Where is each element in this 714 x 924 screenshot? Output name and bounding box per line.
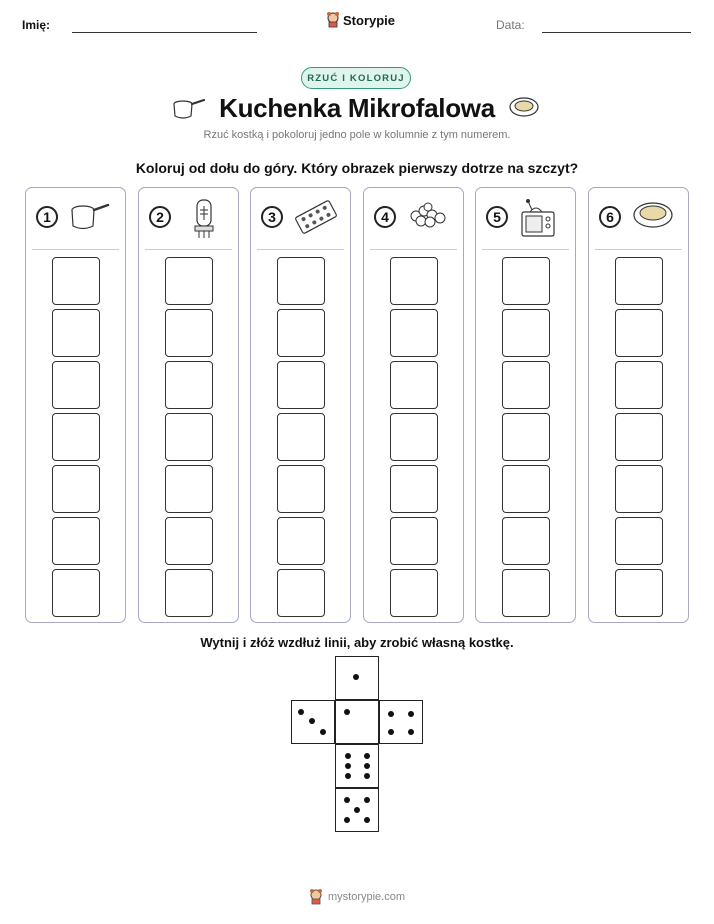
column-separator (32, 249, 119, 250)
color-box[interactable] (165, 413, 213, 461)
column-separator (257, 249, 344, 250)
color-box[interactable] (277, 517, 325, 565)
column-separator (482, 249, 569, 250)
column-2 (138, 187, 239, 623)
page-title: Kuchenka Mikrofalowa (219, 93, 495, 123)
plate-icon (631, 198, 675, 237)
die-face-5 (335, 788, 379, 832)
name-label: Imię: (22, 18, 51, 32)
color-box[interactable] (615, 569, 663, 617)
color-box[interactable] (615, 465, 663, 513)
color-box[interactable] (165, 361, 213, 409)
die-face-1 (335, 700, 379, 744)
cut-instruction: Wytnij i złóż wzdłuż linii, aby zrobić własną kostkę. (200, 635, 514, 650)
color-box[interactable] (615, 309, 663, 357)
plate-icon (508, 95, 540, 124)
brand-name: Storypie (343, 12, 396, 28)
color-box[interactable] (502, 569, 550, 617)
die-face-6 (335, 744, 379, 788)
color-box[interactable] (52, 569, 100, 617)
column-number: 2 (149, 206, 171, 228)
column-6 (588, 187, 689, 623)
color-box[interactable] (52, 309, 100, 357)
color-box[interactable] (277, 465, 325, 513)
microwave-icon (518, 198, 560, 245)
color-box[interactable] (165, 569, 213, 617)
die-face-4 (379, 700, 423, 744)
column-separator (595, 249, 682, 250)
color-box[interactable] (390, 465, 438, 513)
name-line[interactable] (72, 32, 257, 33)
color-box[interactable] (615, 413, 663, 461)
brand-mascot-icon (326, 12, 340, 28)
color-box[interactable] (390, 413, 438, 461)
column-number: 4 (374, 206, 396, 228)
color-box[interactable] (52, 257, 100, 305)
color-box[interactable] (52, 361, 100, 409)
color-box[interactable] (165, 309, 213, 357)
color-box[interactable] (502, 413, 550, 461)
color-box[interactable] (390, 569, 438, 617)
color-box[interactable] (52, 413, 100, 461)
column-number: 1 (36, 206, 58, 228)
color-box[interactable] (390, 309, 438, 357)
footer (0, 889, 714, 905)
column-number: 5 (486, 206, 508, 228)
popcorn-icon (406, 198, 450, 239)
column-separator (370, 249, 457, 250)
color-box[interactable] (277, 569, 325, 617)
color-box[interactable] (277, 361, 325, 409)
subtitle: Rzuć kostką i pokoloruj jedno pole w kolumnie z tym numerem. (203, 129, 511, 141)
die-face-1 (335, 656, 379, 700)
color-box[interactable] (390, 517, 438, 565)
footer-link[interactable]: mystorypie.com (327, 891, 406, 903)
color-box[interactable] (615, 361, 663, 409)
color-box[interactable] (502, 257, 550, 305)
color-box[interactable] (615, 517, 663, 565)
column-number: 6 (599, 206, 621, 228)
color-box[interactable] (277, 257, 325, 305)
instruction: Koloruj od dołu do góry. Który obrazek pierwszy dotrze na szczyt? (135, 160, 579, 176)
column-1 (25, 187, 126, 623)
color-box[interactable] (277, 309, 325, 357)
color-box[interactable] (615, 257, 663, 305)
color-box[interactable] (502, 465, 550, 513)
color-box[interactable] (165, 257, 213, 305)
activity-badge: RZUĆ I KOLORUJ (301, 67, 411, 89)
color-box[interactable] (52, 465, 100, 513)
color-box[interactable] (277, 413, 325, 461)
color-box[interactable] (502, 309, 550, 357)
brand-logo (326, 12, 395, 28)
column-3 (250, 187, 351, 623)
saucepan-icon (68, 198, 112, 239)
color-box[interactable] (502, 361, 550, 409)
color-box[interactable] (502, 517, 550, 565)
column-5 (475, 187, 576, 623)
column-number: 3 (261, 206, 283, 228)
brand-mascot-icon (309, 889, 323, 905)
column-4 (363, 187, 464, 623)
date-line[interactable] (542, 32, 691, 33)
color-box[interactable] (390, 361, 438, 409)
color-box[interactable] (52, 517, 100, 565)
color-box[interactable] (165, 517, 213, 565)
column-separator (145, 249, 232, 250)
die-face-3 (291, 700, 335, 744)
color-box[interactable] (390, 257, 438, 305)
date-label: Data: (496, 18, 525, 32)
magnetron-tube-icon (189, 196, 219, 245)
color-box[interactable] (165, 465, 213, 513)
chocolate-bar-icon (293, 198, 339, 241)
